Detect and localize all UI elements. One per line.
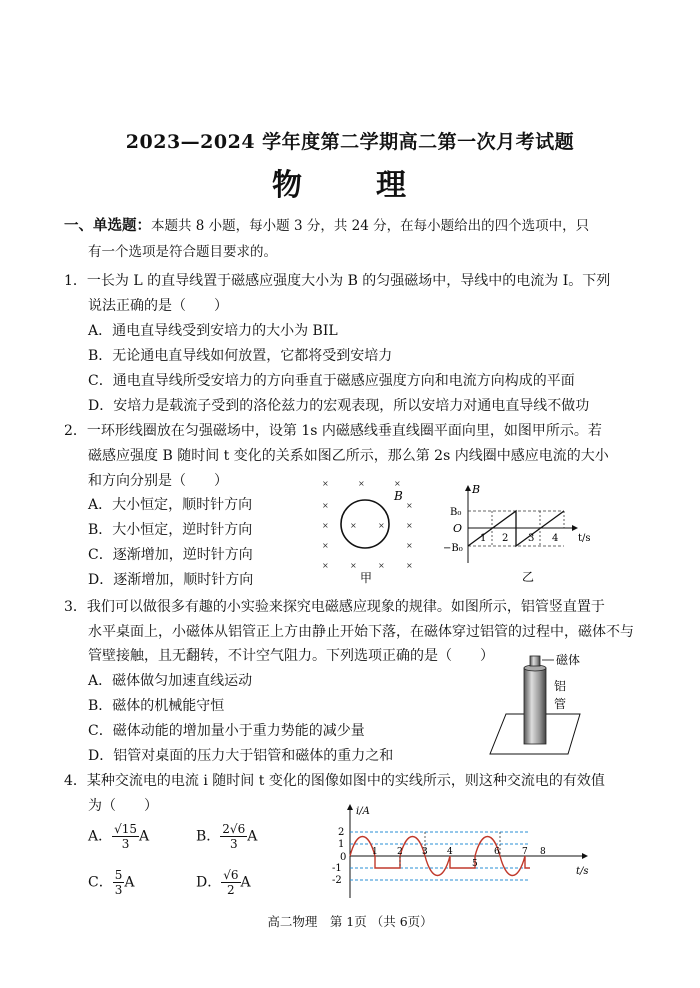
- q4-c-fraction: [113, 868, 125, 897]
- q4-a-fraction: [112, 822, 139, 851]
- q2-tick-1: 1: [480, 533, 487, 544]
- section-heading: [64, 214, 589, 235]
- svg-text:×: ×: [378, 561, 385, 570]
- q4-option-b[interactable]: [196, 822, 257, 851]
- q2-stem-2: 磁感应强度 B 随时间 t 变化的关系如图乙所示，那么第 2s 内线圈中感应电流的大小: [88, 448, 609, 464]
- q4-figure-ac: [330, 800, 592, 900]
- q1-stem-2: 说法正确的是（ ）: [88, 298, 228, 314]
- q4-ytick-neg1: -1: [332, 863, 342, 874]
- q2-stem-3: 和方向分别是（ ）: [88, 473, 228, 489]
- svg-text:×: ×: [350, 561, 357, 570]
- q4-xtick-7: 7: [522, 847, 528, 857]
- q4-axis-i: i/A: [356, 806, 370, 817]
- q2-tick-2: 2: [502, 533, 509, 544]
- section-title: 一、单选题：: [64, 218, 151, 234]
- q2-fig-b-label: B: [394, 489, 403, 503]
- q2-stem-1: 一环形线圈放在匀强磁场中，设第 1s 内磁感线垂直线圈平面向里，如图甲所示。若: [86, 423, 602, 439]
- q2-tick-4: 4: [552, 533, 559, 544]
- q4-b-fraction: [220, 822, 247, 851]
- q4-xtick-5: 5: [472, 859, 478, 869]
- q3-number: 3．: [64, 599, 87, 615]
- q4-c-label: C．: [88, 874, 113, 891]
- q3-line1: [64, 596, 605, 616]
- exam-subject: 物 理: [272, 168, 428, 203]
- q4-option-a[interactable]: [88, 822, 149, 851]
- svg-text:×: ×: [406, 561, 413, 570]
- q4-stem-2: 为（ ）: [88, 798, 158, 814]
- q3-stem-3: 管壁接触，且无翻转，不计空气阻力。下列选项正确的是（ ）: [88, 648, 494, 664]
- q2-axis-b0: B₀: [450, 507, 462, 518]
- q2-tick-3: 3: [528, 533, 535, 544]
- svg-text:×: ×: [322, 479, 329, 488]
- q4-b-label: B．: [196, 828, 221, 845]
- q3-stem-1: 我们可以做很多有趣的小实验来探究电磁感应现象的规律。如图所示，铝管竖直置于: [86, 599, 605, 615]
- q4-a-den: 3: [121, 837, 130, 851]
- q4-ytick-1: 1: [338, 839, 345, 850]
- svg-text:×: ×: [350, 521, 357, 530]
- q4-xtick-6: 6: [494, 847, 500, 857]
- q4-a-num: √15: [114, 822, 138, 836]
- q2-option-a[interactable]: A．大小恒定，顺时针方向: [88, 497, 253, 513]
- page-footer: 高二物理 第 1页 （共 6页）: [267, 914, 433, 929]
- q4-d-fraction: [221, 868, 240, 897]
- q2-axis-o: O: [453, 522, 463, 535]
- q3-stem-2: 水平桌面上，小磁体从铝管正上方由静止开始下落，在磁体穿过铝管的过程中，磁体不与: [88, 624, 634, 640]
- q2-option-b[interactable]: B．大小恒定，逆时针方向: [88, 522, 253, 538]
- q4-c-unit: A: [124, 874, 135, 891]
- q4-a-label: A．: [88, 828, 113, 845]
- q3-option-c[interactable]: C．磁体动能的增加量小于重力势能的减少量: [88, 723, 365, 739]
- q3-option-a[interactable]: A．磁体做匀加速直线运动: [88, 673, 253, 689]
- q2-figure-jia: [314, 478, 424, 588]
- q4-b-num: 2√6: [222, 822, 246, 836]
- q4-c-num: 5: [114, 868, 123, 882]
- q4-d-label: D．: [196, 874, 222, 891]
- q2-axis-b: B: [472, 483, 481, 496]
- svg-text:×: ×: [322, 541, 329, 550]
- q2-fig-yi-label: 乙: [522, 570, 535, 584]
- q4-xtick-4: 4: [447, 847, 453, 857]
- q3-option-d[interactable]: D．铝管对桌面的压力大于铝管和磁体的重力之和: [88, 748, 394, 764]
- q3-figure-tube: [488, 648, 598, 760]
- q2-fig-jia-label: 甲: [360, 571, 373, 585]
- q3-label-tube-1: 铝: [554, 679, 567, 693]
- q4-option-c[interactable]: [88, 868, 134, 897]
- svg-text:×: ×: [378, 521, 385, 530]
- q4-xtick-1: 1: [372, 847, 378, 857]
- q4-d-num: √6: [223, 868, 239, 882]
- section-desc-2: 有一个选项是符合题目要求的。: [88, 244, 277, 260]
- q4-stem-1: 某种交流电的电流 i 随时间 t 变化的图像如图中的实线所示，则这种交流电的有效值: [86, 773, 605, 789]
- svg-text:×: ×: [322, 521, 329, 530]
- aluminium-tube: [524, 668, 546, 744]
- q1-option-a[interactable]: A．通电直导线受到安培力的大小为 BIL: [88, 323, 338, 339]
- q4-ytick-neg2: -2: [332, 875, 342, 886]
- q4-line1: [64, 770, 605, 790]
- q2-option-c[interactable]: C．逐渐增加，逆时针方向: [88, 547, 253, 563]
- q3-label-magnet: 磁体: [556, 653, 581, 667]
- svg-text:×: ×: [406, 521, 413, 530]
- q4-option-d[interactable]: [196, 868, 251, 897]
- svg-text:×: ×: [322, 561, 329, 570]
- q2-line1: [64, 420, 602, 440]
- exam-title: 2023—2024 学年度第二学期高二第一次月考试题: [125, 131, 575, 153]
- q4-b-unit: A: [247, 828, 258, 845]
- q2-number: 2．: [64, 423, 87, 439]
- q4-number: 4．: [64, 773, 87, 789]
- q3-option-b[interactable]: B．磁体的机械能守恒: [88, 698, 225, 714]
- q4-c-den: 3: [114, 883, 123, 897]
- q1-option-d[interactable]: D．安培力是载流子受到的洛伦兹力的宏观表现，所以安培力对通电直导线不做功: [88, 398, 590, 414]
- q4-xtick-2: 2: [397, 847, 403, 857]
- svg-text:×: ×: [358, 479, 365, 488]
- q4-d-den: 2: [227, 883, 235, 897]
- svg-text:×: ×: [322, 501, 329, 510]
- q1-option-c[interactable]: C．通电直导线所受安培力的方向垂直于磁感应强度方向和电流方向构成的平面: [88, 373, 575, 389]
- q4-axis-t: t/s: [576, 866, 589, 877]
- q4-d-unit: A: [240, 874, 251, 891]
- q4-a-unit: A: [139, 828, 150, 845]
- q4-xtick-8: 8: [540, 847, 546, 857]
- q2-figure-yi: [442, 483, 602, 588]
- svg-text:×: ×: [406, 541, 413, 550]
- svg-text:×: ×: [406, 501, 413, 510]
- q2-option-d[interactable]: D．逐渐增加，顺时针方向: [88, 572, 254, 588]
- q3-label-tube-2: 管: [554, 697, 567, 711]
- q1-number: 1．: [64, 273, 87, 289]
- q4-origin: 0: [340, 852, 347, 863]
- section-desc-1: 本题共 8 小题，每小题 3 分，共 24 分，在每小题给出的四个选项中，只: [151, 218, 590, 234]
- q1-line1: [64, 270, 610, 290]
- q4-xtick-3: 3: [422, 847, 428, 857]
- q1-option-b[interactable]: B．无论通电直导线如何放置，它都将受到安培力: [88, 348, 393, 364]
- svg-text:×: ×: [394, 479, 401, 488]
- q1-stem-1: 一长为 L 的直导线置于磁感应强度大小为 B 的匀强磁场中，导线中的电流为 I。下列: [86, 273, 611, 289]
- q2-axis-negb0: −B₀: [443, 543, 463, 554]
- magnet-block: [530, 656, 540, 666]
- q4-b-den: 3: [229, 837, 238, 851]
- q2-axis-t: t/s: [578, 533, 591, 544]
- q4-ytick-2: 2: [338, 827, 345, 838]
